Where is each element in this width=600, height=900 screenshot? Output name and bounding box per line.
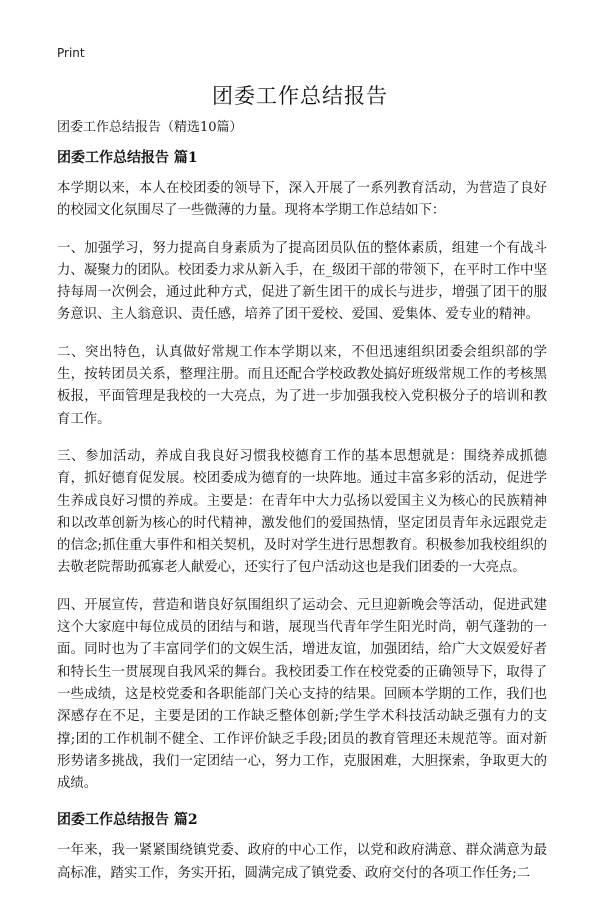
document-subtitle: 团委工作总结报告（精选10篇） xyxy=(57,120,243,135)
paragraph: 四、开展宣传，营造和谐良好氛围组织了运动会、元旦迎新晚会等活动，促进武建这个大家庭中每位成员的团结与和谐，展现当代青年学生阳光时尚，朝气蓬勃的一面。同时也为了丰富同学们的文娱生活，增进友谊，加强团结，给广大文娱爱好者和特长生一贯展现自我风采的舞台。我校团委工作在校党委的正确领导下，取得了一些成绩，这是校党委和各职能部门关心支持的结果。回顾本学期的工作，我们也深感存在不足，主要是团的工作缺乏整体创新;学生学术科技活动缺乏强有力的支撑;团的工作机制不健全、工作评价缺乏手段;团员的教育管理还未规范等。面对新形势诸多挑战，我们一定团结一心，努力工作，克服困难，大胆探索，争取更大的成绩。 xyxy=(57,597,547,792)
document-body xyxy=(57,118,547,900)
section-1 xyxy=(57,148,547,795)
paragraph: 一年来，我一紧紧围绕镇党委、政府的中心工作，以党和政府满意、群众满意为最高标准，踏实工作，务实开拓，圆满完成了镇党委、政府交付的各项工作任务;二 xyxy=(57,843,547,881)
paragraph: 本学期以来，本人在校团委的领导下，深入开展了一系列教育活动，为营造了良好的校园文化氛围尽了一些微薄的力量。现将本学期工作总结如下： xyxy=(57,181,547,219)
section-heading: 团委工作总结报告 篇2 xyxy=(57,812,198,829)
section-heading: 团委工作总结报告 篇1 xyxy=(57,150,198,166)
print-link[interactable]: Print xyxy=(57,46,85,60)
paragraph: 二、突出特色，认真做好常规工作本学期以来，不但迅速组织团委会组织部的学生，按转团员关系，整理注册。而且还配合学校政教处搞好班级常规工作的考核黑板报，平面管理是我校的一大亮点，为了进一步加强我校入党积极分子的培训和教育工作。 xyxy=(57,344,547,427)
paragraph: 一、加强学习，努力提高自身素质为了提高团员队伍的整体素质，组建一个有战斗力、凝聚力的团队。校团委力求从新入手，在_级团干部的带领下，在平时工作中坚持每周一次例会，通过此种方式，促进了新生团干的成长与进步，增强了团干的服务意识、主人翁意识、责任感，培养了团干爱校、爱国、爱集体、爱专业的精神。 xyxy=(57,240,547,323)
document-title: 团委工作总结报告 xyxy=(212,84,388,108)
section-2 xyxy=(57,810,547,885)
paragraph: 三、参加活动，养成自我良好习惯我校德育工作的基本思想就是：围绕养成抓德育，抓好德育促发展。校团委成为德育的一块阵地。通过丰富多彩的活动，促进学生养成良好习惯的养成。主要是：在青年中大力弘扬以爱国主义为核心的民族精神和以改革创新为核心的时代精神，激发他们的爱国热情，坚定团员青年永远跟党走的信念;抓住重大事件和相关契机，及时对学生进行思想教育。积极参加我校组织的去敬老院帮助孤寡老人献爱心，还实行了包户活动这也是我们团委的一大亮点。 xyxy=(57,448,547,576)
